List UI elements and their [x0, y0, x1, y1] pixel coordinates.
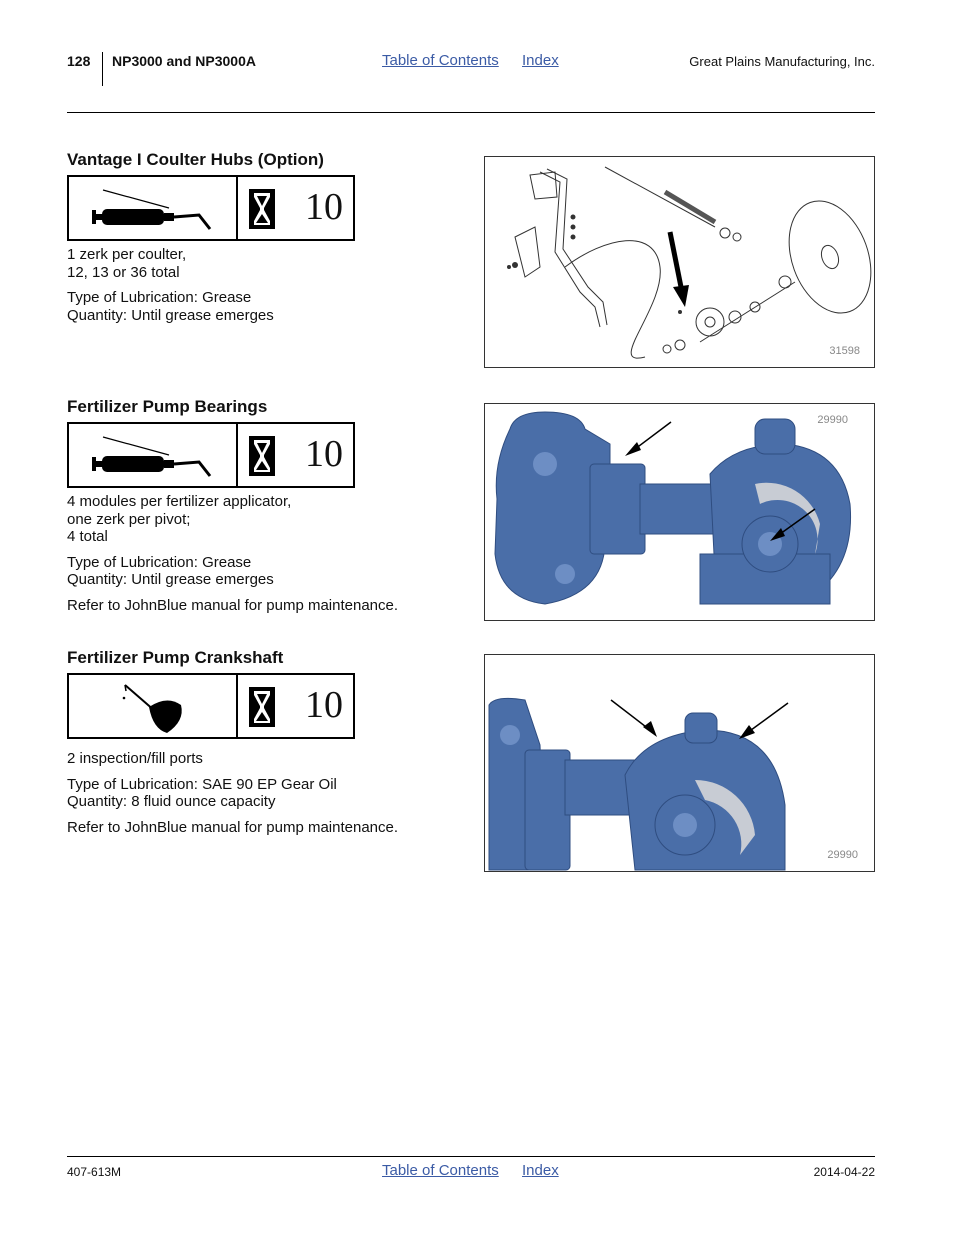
- text-line: 12, 13 or 36 total: [67, 263, 180, 281]
- interval-hours: 10: [305, 186, 343, 228]
- interval-hours: 10: [305, 684, 343, 726]
- document-title: NP3000 and NP3000A: [112, 53, 256, 69]
- lube-box-pump-bearings: [67, 422, 355, 488]
- maintenance-note: Refer to JohnBlue manual for pump maintenance.: [67, 818, 399, 836]
- coulter-hub-diagram: [485, 157, 875, 368]
- document-date: 2014-04-22: [813, 1165, 875, 1179]
- maintenance-note: Refer to JohnBlue manual for pump maintenance.: [67, 596, 399, 614]
- hourglass-icon: [249, 687, 275, 727]
- page-number: 128: [67, 53, 91, 69]
- footer-index-link[interactable]: Index: [522, 1162, 559, 1179]
- figure-number: 29990: [817, 414, 848, 426]
- lubrication-type: Type of Lubrication: SAE 90 EP Gear Oil: [67, 775, 337, 793]
- lubrication-quantity: Quantity: 8 fluid ounce capacity: [67, 793, 276, 810]
- header-divider: [102, 52, 103, 86]
- text-line: one zerk per pivot;: [67, 510, 191, 528]
- text-line: 2 inspection/fill ports: [67, 750, 203, 767]
- interval-hours: 10: [305, 433, 343, 475]
- pump-photo: [485, 404, 875, 621]
- pump-photo: [485, 655, 875, 872]
- figure-pump-crankshaft-photo: [484, 654, 875, 872]
- company-name: Great Plains Manufacturing, Inc.: [689, 54, 875, 69]
- lubrication-quantity: Quantity: Until grease emerges: [67, 306, 274, 324]
- figure-number: 29990: [827, 849, 858, 861]
- footer-toc-link[interactable]: Table of Contents: [382, 1162, 499, 1179]
- section-heading-pump-crankshaft: Fertilizer Pump Crankshaft: [67, 648, 284, 667]
- section-text-pump-crankshaft: [67, 750, 398, 836]
- document-number: 407-613M: [67, 1165, 122, 1179]
- figure-coulter-hub-exploded: [484, 156, 875, 368]
- header-toc-link[interactable]: Table of Contents: [382, 52, 499, 69]
- lube-box-pump-crankshaft: [67, 673, 355, 739]
- grease-gun-icon: [89, 432, 219, 480]
- footer-rule: [67, 1156, 875, 1157]
- lubrication-type: Type of Lubrication: Grease: [67, 553, 252, 571]
- section-text-pump-bearings: [67, 493, 398, 614]
- section-text-coulter-hubs: [67, 246, 274, 324]
- header-rule: [67, 112, 875, 113]
- text-line: 4 modules per fertilizer applicator,: [67, 493, 292, 510]
- section-heading-pump-bearings: Fertilizer Pump Bearings: [67, 397, 268, 416]
- grease-gun-icon: [89, 185, 219, 233]
- header-index-link[interactable]: Index: [522, 52, 559, 69]
- figure-pump-bearings-photo: [484, 403, 875, 621]
- figure-number: 31598: [829, 345, 860, 357]
- lubrication-type: Type of Lubrication: Grease: [67, 289, 252, 306]
- text-line: 4 total: [67, 528, 108, 545]
- hourglass-icon: [249, 189, 275, 229]
- lubrication-quantity: Quantity: Until grease emerges: [67, 571, 274, 588]
- lube-box-coulter-hubs: [67, 175, 355, 241]
- text-line: 1 zerk per coulter,: [67, 246, 187, 263]
- oil-can-icon: [119, 681, 199, 733]
- hourglass-icon: [249, 436, 275, 476]
- section-heading-coulter-hubs: Vantage I Coulter Hubs (Option): [67, 150, 324, 169]
